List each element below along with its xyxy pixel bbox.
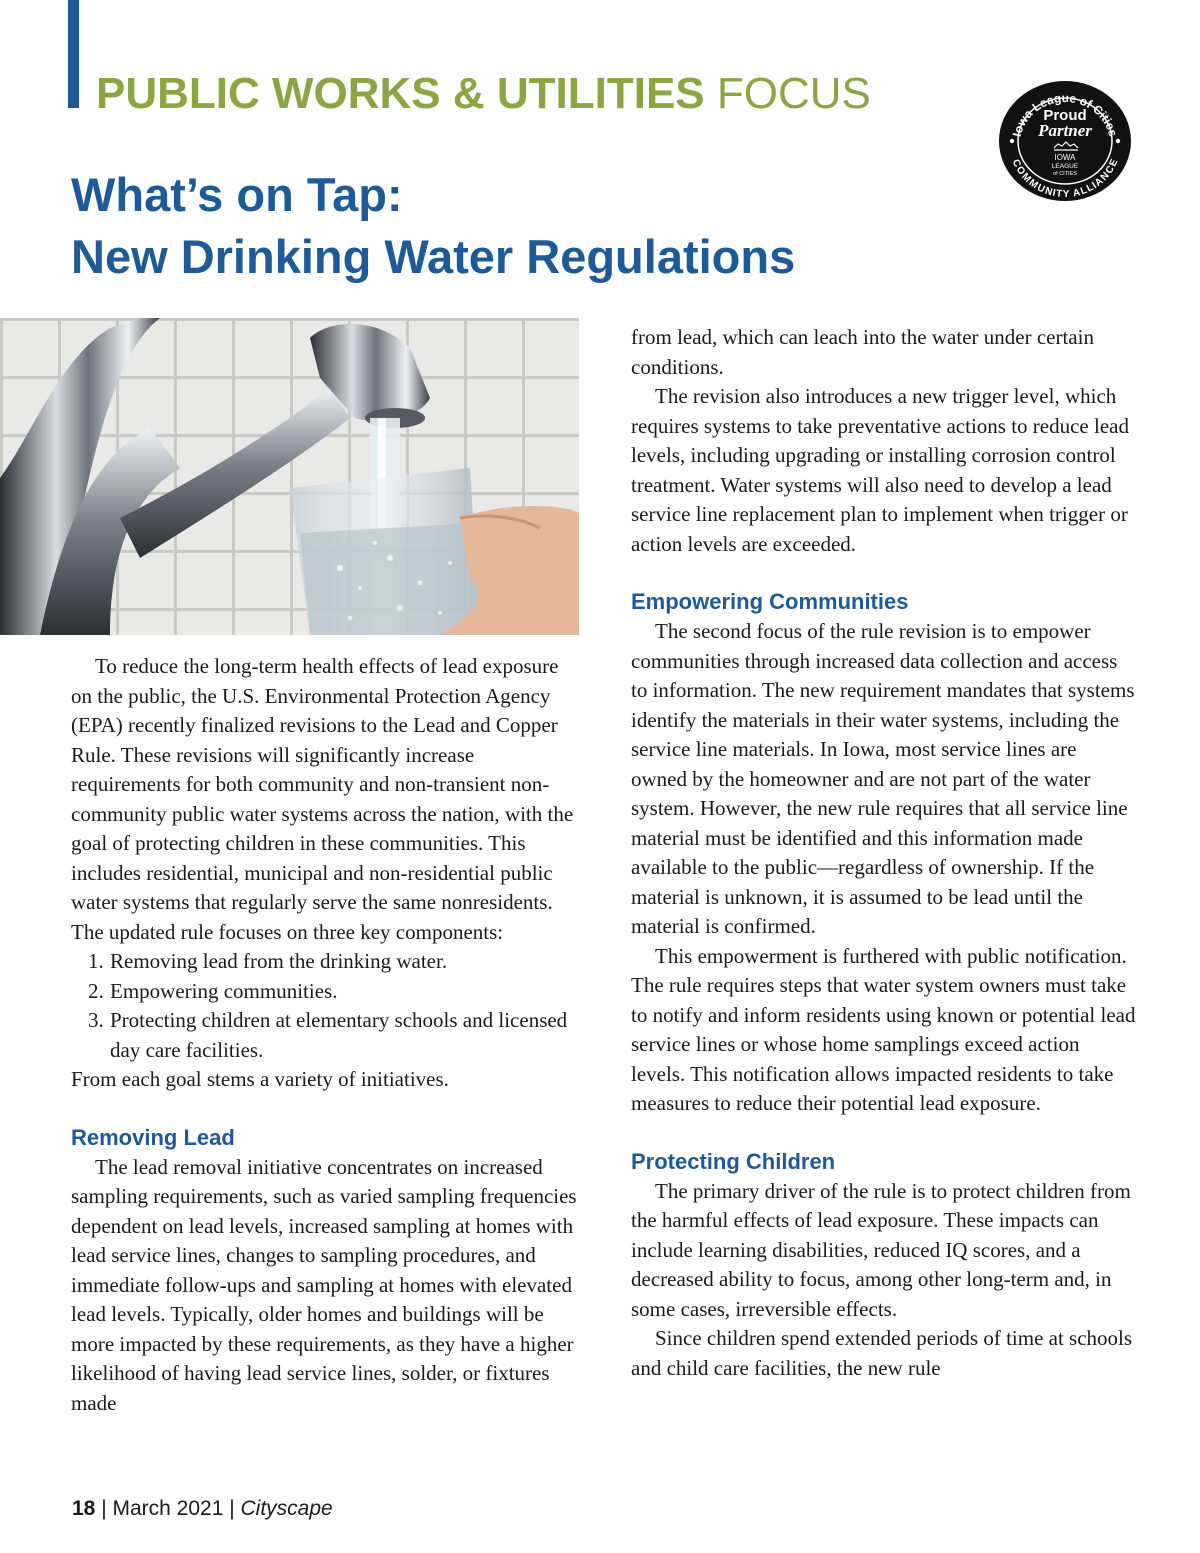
badge-logo-iowa: IOWA: [1054, 153, 1076, 162]
protecting-paragraph-1: The primary driver of the rule is to protect children from the harmful effects of lead exposure. These impacts can include learning disabilities, reduced IQ scores, and a decreased ability to focus, among other long-term and, in some cases, irreversible effects.: [631, 1178, 1131, 1321]
trigger-level-paragraph: The revision also introduces a new trigger level, which requires systems to take preventative actions to reduce lead levels, including upgrading or installing corrosion control treatment. Water systems will also need to develop a lead service line replacement plan to implement when trigger or action levels are exceeded.: [631, 384, 1129, 556]
heading-removing-lead: Removing Lead: [71, 1124, 235, 1150]
badge-proud: Proud: [1043, 107, 1087, 124]
heading-empowering-communities: Empowering Communities: [631, 589, 909, 614]
continued-paragraph: from lead, which can leach into the water under certain conditions.: [631, 325, 1094, 379]
heading-protecting-children: Protecting Children: [631, 1148, 836, 1174]
after-list-paragraph: From each goal stems a variety of initiatives.: [71, 1067, 449, 1091]
section-header-light: FOCUS: [716, 69, 871, 118]
list-item: 1. Removing lead from the drinking water.: [88, 949, 448, 973]
footer-separator: |: [223, 1497, 241, 1520]
faucet-photo: [0, 318, 579, 635]
section-header-bold: PUBLIC WORKS & UTILITIES: [96, 69, 705, 118]
badge-logo-league: LEAGUE: [1051, 163, 1079, 170]
left-column: [71, 652, 581, 1418]
accent-bar: [68, 0, 79, 108]
title-line-1: What’s on Tap:: [71, 168, 403, 221]
proud-partner-badge: [998, 80, 1132, 202]
page-number: 18: [72, 1497, 96, 1520]
title-line-2: New Drinking Water Regulations: [71, 230, 796, 283]
intro-paragraph: To reduce the long-term health effects of lead exposure on the public, the U.S. Environmental Protection Agency (EPA) recently finalized revisions to the Lead and Copper Rule. These revisions will significantly increase requirements for both community and non-transient non-community public water systems across the nation, with the goal of protecting children in these communities. This includes residential, municipal and non-residential public water systems that regularly serve the same nonresidents. The updated rule focuses on three key components:: [71, 654, 574, 944]
issue-date: March 2021: [112, 1497, 224, 1520]
empowering-paragraph-2: This empowerment is furthered with public notification. The rule requires steps that water system owners must take to notify and inform residents using known or potential lead service lines or whose home samplings exceed action levels. This notification allows impacted residents to take measures to reduce their potential lead exposure.: [631, 943, 1136, 1115]
section-header: [96, 68, 871, 120]
badge-ring-top: Iowa League of Cities: [1009, 90, 1121, 139]
page-footer: [72, 1497, 333, 1521]
badge-ring-bottom: COMMUNITY ALLIANCE: [1009, 157, 1121, 201]
page-title: [71, 164, 795, 288]
right-column: [631, 323, 1136, 1383]
badge-partner: Partner: [1038, 121, 1092, 140]
removing-lead-paragraph: The lead removal initiative concentrates on increased sampling requirements, such as varied sampling frequencies dependent on lead levels, increased sampling at homes with lead service lines, changes to sampling procedures, and immediate follow-ups and sampling at homes with elevated lead levels. Typically, older homes and buildings will be more impacted by these requirements, as they have a higher likelihood of having lead service lines, solder, or fixtures made: [71, 1154, 577, 1415]
empowering-paragraph-1: The second focus of the rule revision is to empower communities through increased data collection and access to information. The new requirement mandates that systems identify the materials in their water systems, including the service line materials. In Iowa, most service lines are owned by the homeowner and are not part of the water system. However, the new rule requires that all service line material must be identified and this information made available to the public—regardless of ownership. If the material is unknown, it is assumed to be lead until the material is confirmed.: [631, 619, 1135, 938]
publication-name: Cityscape: [240, 1497, 333, 1520]
list-item: 2. Empowering communities.: [88, 978, 338, 1003]
key-components-list: [71, 947, 581, 1065]
list-item: 3. Protecting children at elementary schools and licensed day care facilities.: [88, 1008, 568, 1062]
protecting-paragraph-2: Since children spend extended periods of time at schools and child care facilities, the new rule: [631, 1326, 1133, 1380]
footer-separator: |: [95, 1497, 113, 1520]
badge-logo-cities: of CITIES: [1053, 171, 1077, 177]
